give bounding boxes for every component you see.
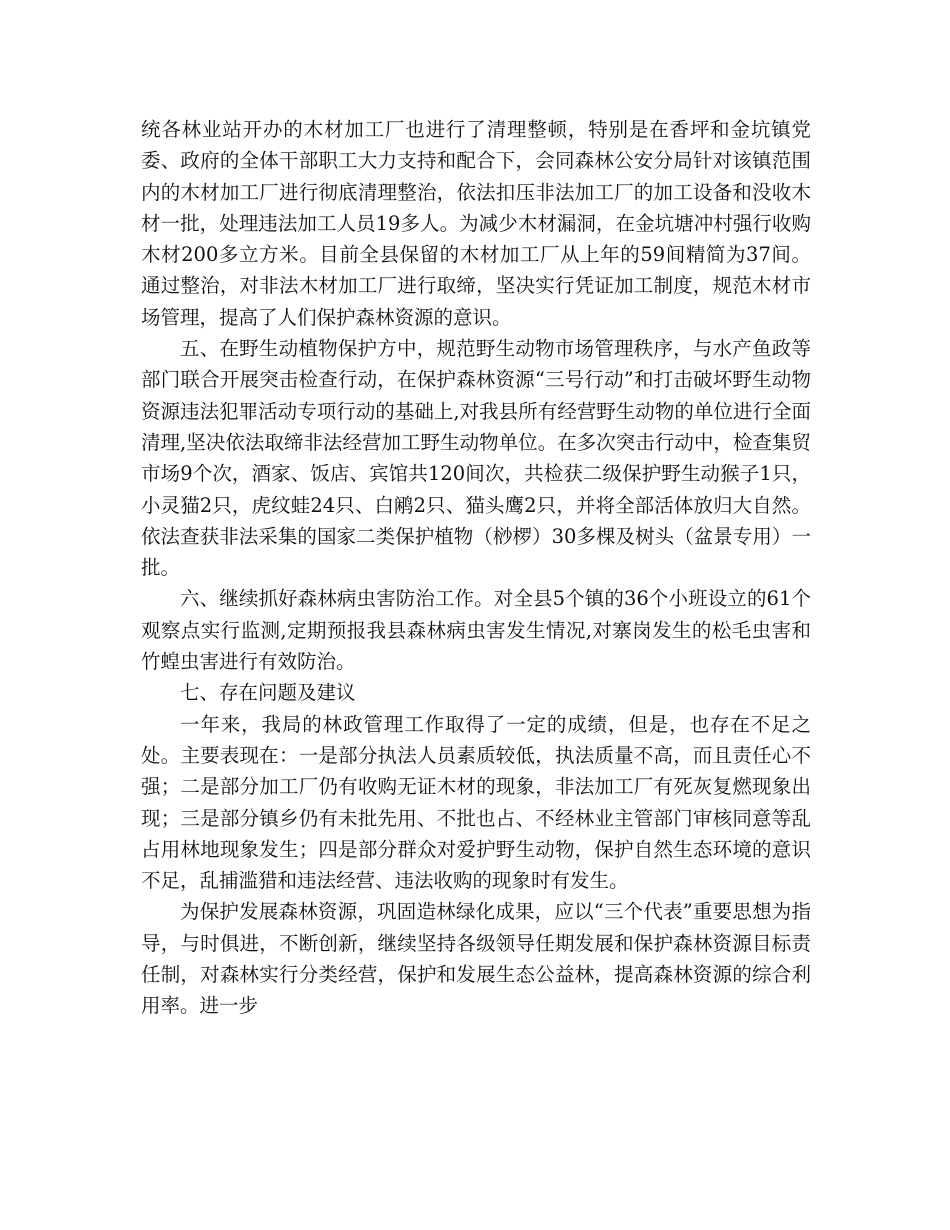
paragraph-pest-control: 六、继续抓好森林病虫害防治工作。对全县5个镇的36个小班设立的61个观察点实行监测,定期预报我县森林病虫害发生情况,对寨岗发生的松毛虫害和竹蝗虫害进行有效防治。 [141, 587, 811, 674]
paragraph-suggestions: 为保护发展森林资源，巩固造林绿化成果，应以“三个代表”重要思想为指导，与时俱进，不断创新，继续坚持各级领导任期发展和保护森林资源目标责任制，对森林实行分类经营，保护和发展生态公益林，提高森林资源的综合利用率。进一步 [141, 900, 811, 1018]
paragraph-continuation: 统各林业站开办的木材加工厂也进行了清理整顿，特别是在香坪和金坑镇党委、政府的全体干部职工大力支持和配合下，会同森林公安分局针对该镇范围内的木材加工厂进行彻底清理整治，依法扣压非法加工厂的加工设备和没收木材一批，处理违法加工人员19多人。为减少木材漏洞，在金坑塘冲村强行收购木材200多立方米。目前全县保留的木材加工厂从上年的59间精简为37间。通过整治，对非法木材加工厂进行取缔，坚决实行凭证加工制度，规范木材市场管理，提高了人们保护森林资源的意识。 [141, 118, 811, 329]
section-heading-problems: 七、存在问题及建议 [180, 681, 356, 705]
paragraph-problems: 一年来，我局的林政管理工作取得了一定的成绩，但是，也存在不足之处。主要表现在：一是部分执法人员素质较低，执法质量不高，而且责任心不强；二是部分加工厂仍有收购无证木材的现象，非法加工厂有死灰复燃现象出现；三是部分镇乡仍有未批先用、不批也占、不经林业主管部门审核同意等乱占用林地现象发生；四是部分群众对爱护野生动物，保护自然生态环境的意识不足，乱捕滥猎和违法经营、违法收购的现象时有发生。 [141, 712, 811, 893]
document-body [141, 114, 811, 1022]
paragraph-wildlife-protection: 五、在野生动植物保护方中，规范野生动物市场管理秩序，与水产鱼政等部门联合开展突击检查行动，在保护森林资源“三号行动”和打击破坏野生动物资源违法犯罪活动专项行动的基础上,对我县所有经营野生动物的单位进行全面清理,坚决依法取缔非法经营加工野生动物单位。在多次突击行动中，检查集贸市场9个次，酒家、饭店、宾馆共120间次，共检获二级保护野生动猴子1只，小灵猫2只，虎纹蛙24只、白鹇2只、猫头鹰2只，并将全部活体放归大自然。依法查获非法采集的国家二类保护植物（桫椤）30多棵及树头（盆景专用）一批。 [141, 337, 811, 580]
